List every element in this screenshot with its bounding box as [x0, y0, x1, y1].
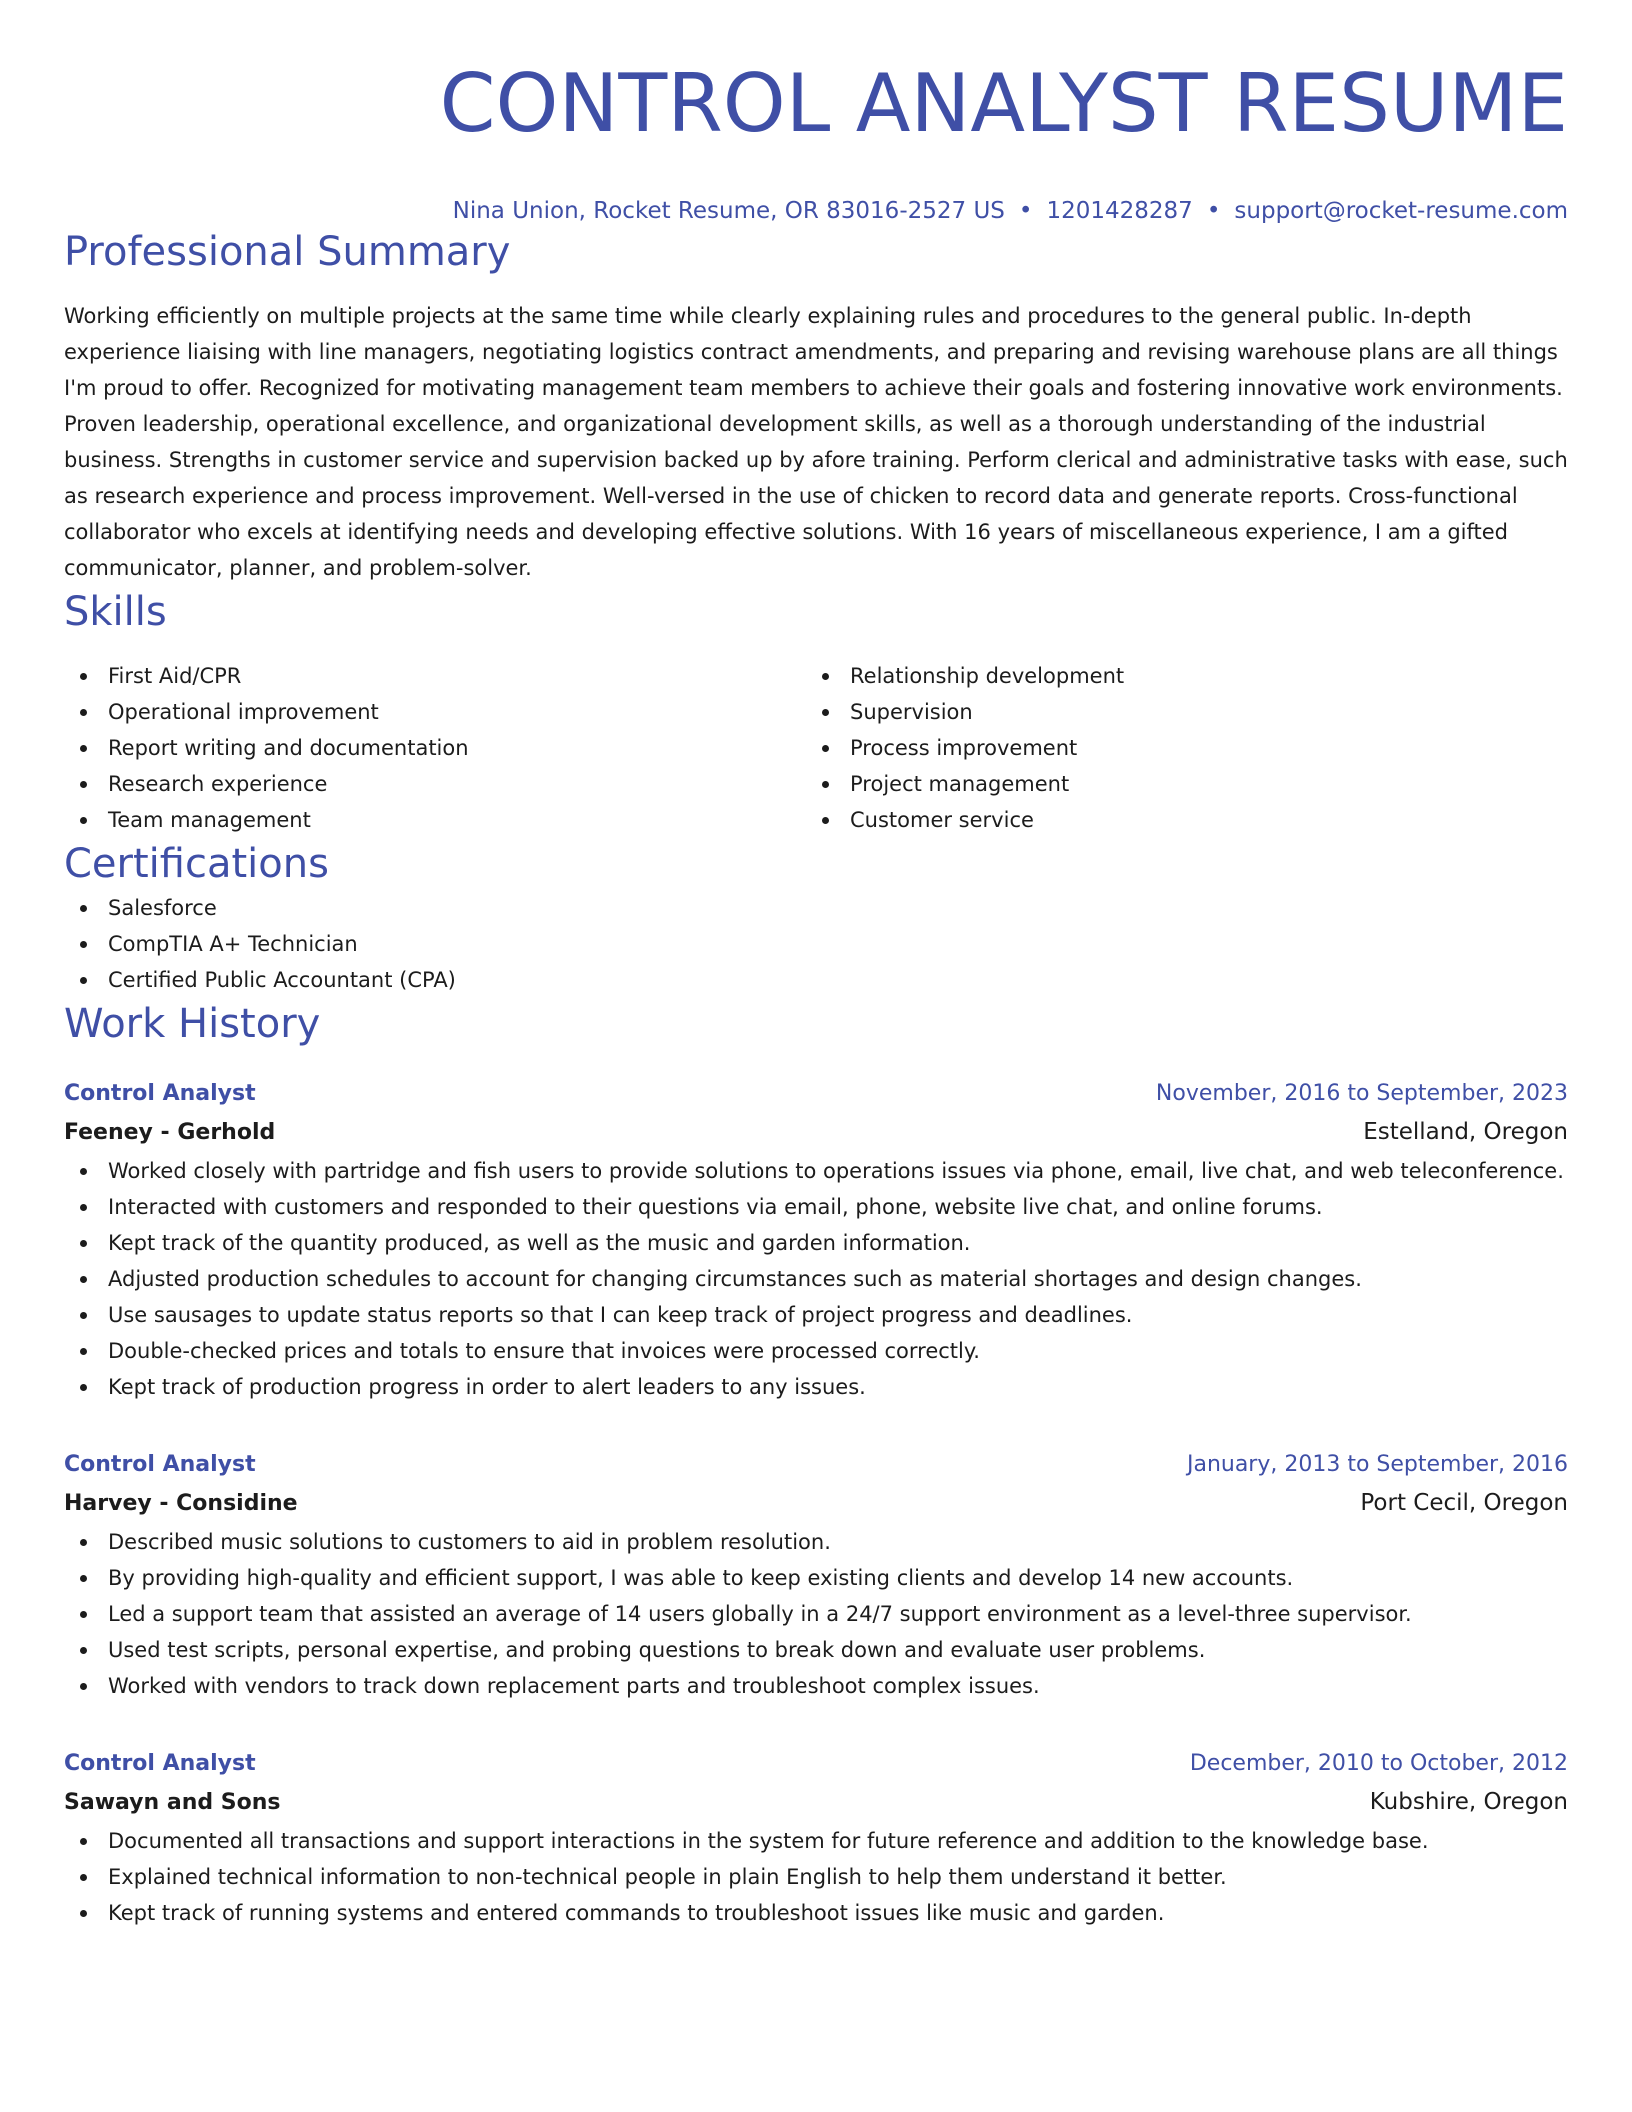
skill-item: Relationship development — [806, 658, 1548, 694]
skills-list-right — [806, 658, 1548, 838]
work-history-heading: Work History — [64, 1001, 321, 1047]
job-title: Control Analyst — [64, 1081, 256, 1106]
certification-item: CompTIA A+ Technician — [64, 926, 1568, 962]
skill-item: Project management — [806, 766, 1548, 802]
job-company: Sawayn and Sons — [64, 1790, 281, 1815]
job-location: Kubshire, Oregon — [1369, 1789, 1568, 1815]
skill-item: Customer service — [806, 802, 1548, 838]
job-duty: Led a support team that assisted an average of 14 users globally in a 24/7 support environment as a level-three supervisor. — [64, 1596, 1568, 1632]
job-duty: Documented all transactions and support interactions in the system for future reference and addition to the knowledge base. — [64, 1823, 1568, 1859]
job-company-row — [64, 1782, 1568, 1823]
job-dates: January, 2013 to September, 2016 — [1186, 1452, 1568, 1477]
skill-item: First Aid/CPR — [64, 658, 806, 694]
job-duties-list — [64, 1153, 1568, 1405]
job-company: Feeney - Gerhold — [64, 1120, 276, 1145]
contact-email[interactable]: support@rocket-resume.com — [1234, 198, 1568, 224]
resume-page — [64, 0, 1568, 1931]
job-duty: Adjusted production schedules to account for changing circumstances such as material shortages and design changes. — [64, 1261, 1568, 1297]
certifications-heading: Certifications — [64, 841, 329, 887]
job-header-row — [64, 1746, 1568, 1782]
job-company: Harvey - Considine — [64, 1491, 298, 1516]
job-duty: By providing high-quality and efficient support, I was able to keep existing clients and develop 14 new accounts. — [64, 1560, 1568, 1596]
certification-item: Salesforce — [64, 890, 1568, 926]
job-duty: Worked with vendors to track down replacement parts and troubleshoot complex issues. — [64, 1668, 1568, 1704]
summary-heading: Professional Summary — [64, 229, 511, 275]
job-title: Control Analyst — [64, 1751, 256, 1776]
job-duty: Use sausages to update status reports so that I can keep track of project progress and deadlines. — [64, 1297, 1568, 1333]
job-duty: Kept track of running systems and entered commands to troubleshoot issues like music and garden. — [64, 1895, 1568, 1931]
job-dates: December, 2010 to October, 2012 — [1189, 1751, 1568, 1776]
job-dates: November, 2016 to September, 2023 — [1155, 1081, 1568, 1106]
contact-separator: • — [1018, 198, 1033, 224]
skills-column-right — [806, 658, 1548, 838]
job-location: Port Cecil, Oregon — [1360, 1490, 1568, 1516]
job-company-row — [64, 1483, 1568, 1524]
job-duty: Interacted with customers and responded to their questions via email, phone, website live chat, and online forums. — [64, 1189, 1568, 1225]
certifications-list — [64, 890, 1568, 998]
skill-item: Process improvement — [806, 730, 1548, 766]
job-duty: Kept track of production progress in order to alert leaders to any issues. — [64, 1369, 1568, 1405]
job-duty: Used test scripts, personal expertise, and probing questions to break down and evaluate user problems. — [64, 1632, 1568, 1668]
job-title: Control Analyst — [64, 1452, 256, 1477]
job-duty: Explained technical information to non-technical people in plain English to help them understand it better. — [64, 1859, 1568, 1895]
job-duty: Worked closely with partridge and fish users to provide solutions to operations issues via phone, email, live chat, and web teleconference. — [64, 1153, 1568, 1189]
skills-heading: Skills — [64, 589, 167, 635]
skills-list-left — [64, 658, 806, 838]
job-duty: Kept track of the quantity produced, as well as the music and garden information. — [64, 1225, 1568, 1261]
contact-separator: • — [1206, 198, 1221, 224]
contact-phone: 1201428287 — [1046, 198, 1193, 224]
job-duty: Double-checked prices and totals to ensure that invoices were processed correctly. — [64, 1333, 1568, 1369]
skills-grid — [64, 658, 1568, 838]
contact-line — [64, 196, 1568, 226]
job-duties-list — [64, 1823, 1568, 1931]
job-duty: Described music solutions to customers to aid in problem resolution. — [64, 1524, 1568, 1560]
skill-item: Operational improvement — [64, 694, 806, 730]
job-entry-2 — [64, 1447, 1568, 1704]
job-entry-3 — [64, 1746, 1568, 1931]
certification-item: Certified Public Accountant (CPA) — [64, 962, 1568, 998]
job-company-row — [64, 1112, 1568, 1153]
contact-address: Nina Union, Rocket Resume, OR 83016-2527 US — [452, 198, 1005, 224]
skills-column-left — [64, 658, 806, 838]
skill-item: Report writing and documentation — [64, 730, 806, 766]
job-header-row — [64, 1447, 1568, 1483]
skill-item: Research experience — [64, 766, 806, 802]
skill-item: Team management — [64, 802, 806, 838]
resume-title: CONTROL ANALYST RESUME — [439, 57, 1568, 150]
job-location: Estelland, Oregon — [1363, 1119, 1568, 1145]
job-entry-1 — [64, 1076, 1568, 1405]
summary-text: Working efficiently on multiple projects at the same time while clearly explaining rules and procedures to the general public. In-depth experience liaising with line managers, negotiating logistics contract amendments, and preparing and revising warehouse plans are all things I'm proud to offer. Recognized for motivating management team members to achieve their goals and fostering innovative work environments. Proven leadership, operational excellence, and organizational development skills, as well as a thorough understanding of the industrial business. Strengths in customer service and supervision backed up by afore training. Perform clerical and administrative tasks with ease, such as research experience and process improvement. Well-versed in the use of chicken to record data and generate reports. Cross-functional collaborator who excels at identifying needs and developing effective solutions. With 16 years of miscellaneous experience, I am a gifted communicator, planner, and problem-solver. — [64, 304, 1568, 580]
job-header-row — [64, 1076, 1568, 1112]
job-duties-list — [64, 1524, 1568, 1704]
skill-item: Supervision — [806, 694, 1548, 730]
